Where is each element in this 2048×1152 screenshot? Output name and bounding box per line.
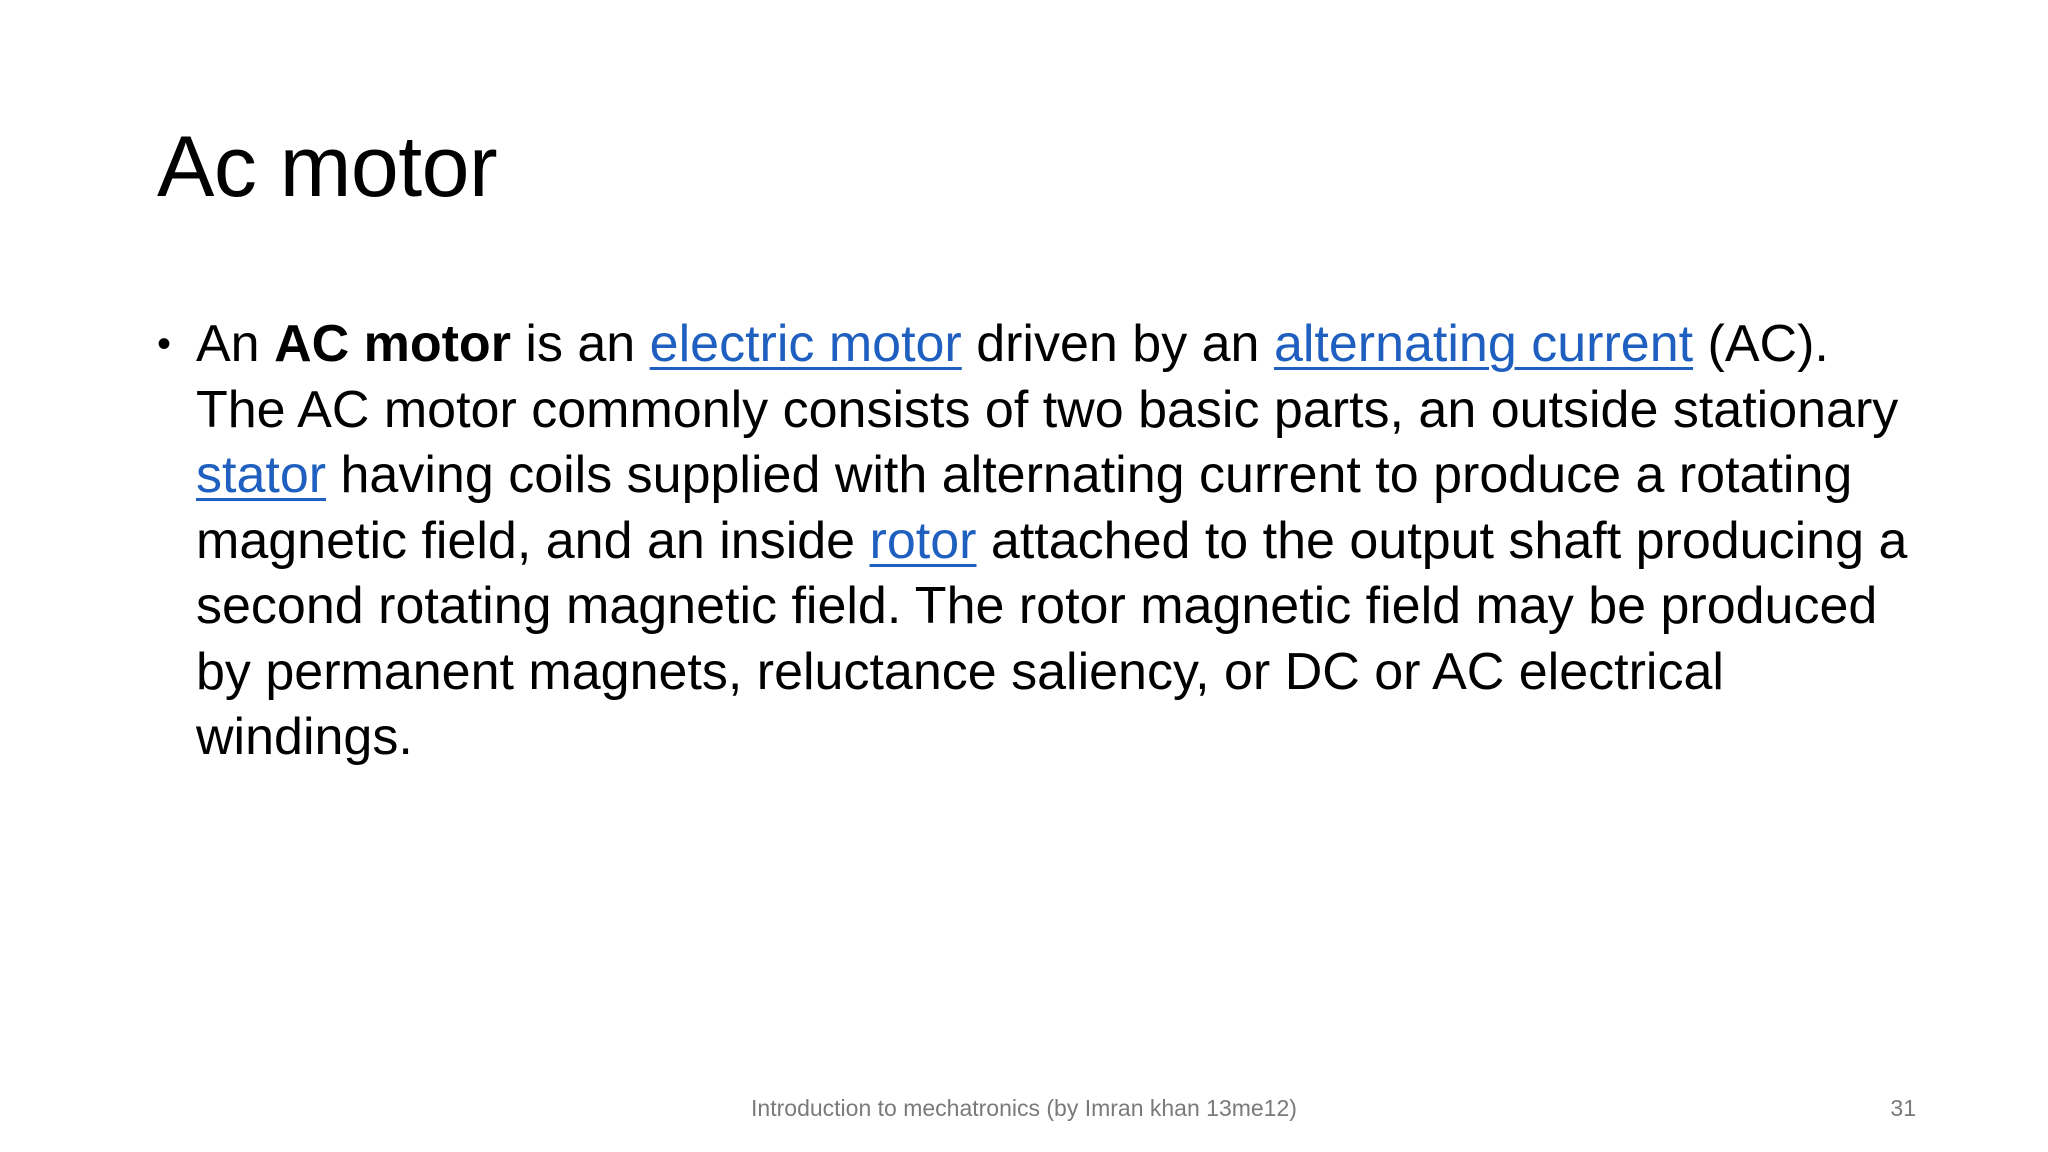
text-run: (AC). The AC motor commonly consists of two basic parts, an outside stationary bbox=[196, 315, 1899, 439]
slide-body bbox=[157, 312, 1917, 771]
bullet-text bbox=[196, 312, 1917, 771]
link-rotor[interactable]: rotor bbox=[869, 511, 977, 570]
link-stator[interactable]: stator bbox=[196, 446, 327, 504]
text-run: driven by an bbox=[961, 315, 1274, 373]
slide-title: Ac motor bbox=[157, 119, 498, 215]
slide-footer: Introduction to mechatronics (by Imran khan 13me12) bbox=[751, 1095, 1297, 1121]
page-number: 31 bbox=[1890, 1095, 1916, 1121]
bullet-item bbox=[157, 312, 1917, 771]
link-electric-motor[interactable]: electric motor bbox=[649, 315, 962, 373]
link-alternating-current[interactable]: alternating current bbox=[1273, 315, 1694, 373]
text-run: having coils supplied with alternating current to produce a rotating magnetic field, and an inside bbox=[196, 446, 1853, 570]
bold-term-ac-motor: AC motor bbox=[274, 315, 511, 373]
text-run: attached to the output shaft producing a second rotating magnetic field. The rotor magnetic field may be produced by permanent magnets, reluctance saliency, or DC or AC electrical windings. bbox=[196, 511, 1908, 766]
bullet-icon: • bbox=[157, 322, 172, 366]
text-run: is an bbox=[510, 315, 650, 373]
text-run: An bbox=[196, 315, 275, 373]
